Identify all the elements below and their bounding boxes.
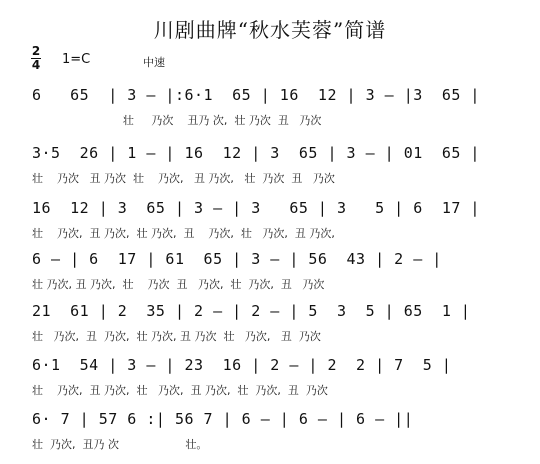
score-title: 川剧曲牌“秋水芙蓉”简谱 — [153, 18, 387, 42]
time-signature — [31, 46, 41, 71]
lyric-line: 壮 乃次, 丑 乃次, 壮 乃次, 丑 乃次 壮 乃次, 丑 乃次 — [32, 330, 321, 343]
notation-line: 16 12 | 3 65 | 3 – | 3 65 | 3 5 | 6 17 | — [32, 199, 480, 217]
lyric-line: 壮 乃次, 丑乃 次 壮。 — [32, 438, 208, 451]
score-line-3 — [0, 199, 540, 253]
score-line-2 — [0, 144, 540, 198]
time-signature-top: 2 — [31, 44, 41, 58]
notation-line: 6 65 | 3 – |:6·1 65 | 16 12 | 3 – |3 65 | — [32, 86, 480, 104]
notation-line: 21 61 | 2 35 | 2 – | 2 – | 5 3 5 | 65 1 | — [32, 302, 471, 320]
lyric-line: 壮 乃次, 丑 乃次, 壮 乃次, 丑 乃次, 壮 乃次, 丑 乃次 — [32, 384, 328, 397]
lyric-line: 壮 乃次, 丑 乃次, 壮 乃次, 丑 乃次, 壮 乃次, 丑 乃次, — [32, 227, 335, 240]
notation-line: 6· 7 | 57 6 :| 56 7 | 6 – | 6 – | 6 – || — [32, 410, 414, 428]
score-line-6 — [0, 356, 540, 410]
score-line-4 — [0, 250, 540, 304]
tempo-marking: 中速 — [143, 56, 165, 69]
notation-line: 6 – | 6 17 | 61 65 | 3 – | 56 43 | 2 – | — [32, 250, 442, 268]
notation-line: 6·1 54 | 3 – | 23 16 | 2 – | 2 2 | 7 5 | — [32, 356, 452, 374]
time-signature-bottom: 4 — [31, 58, 41, 72]
key-signature: 1=C — [62, 52, 91, 67]
score-line-7 — [0, 410, 540, 464]
score-line-1 — [0, 86, 540, 140]
lyric-line: 壮 乃次 丑 乃次 壮 乃次, 丑 乃次, 壮 乃次 丑 乃次 — [32, 172, 335, 185]
score-line-5 — [0, 302, 540, 356]
notation-line: 3·5 26 | 1 – | 16 12 | 3 65 | 3 – | 01 65 | — [32, 144, 480, 162]
lyric-line: 壮 乃次, 丑 乃次, 壮 乃次 丑 乃次, 壮 乃次, 丑 乃次 — [32, 278, 325, 291]
lyric-line: 壮 乃次 丑乃 次, 壮 乃次 丑 乃次 — [32, 114, 322, 127]
